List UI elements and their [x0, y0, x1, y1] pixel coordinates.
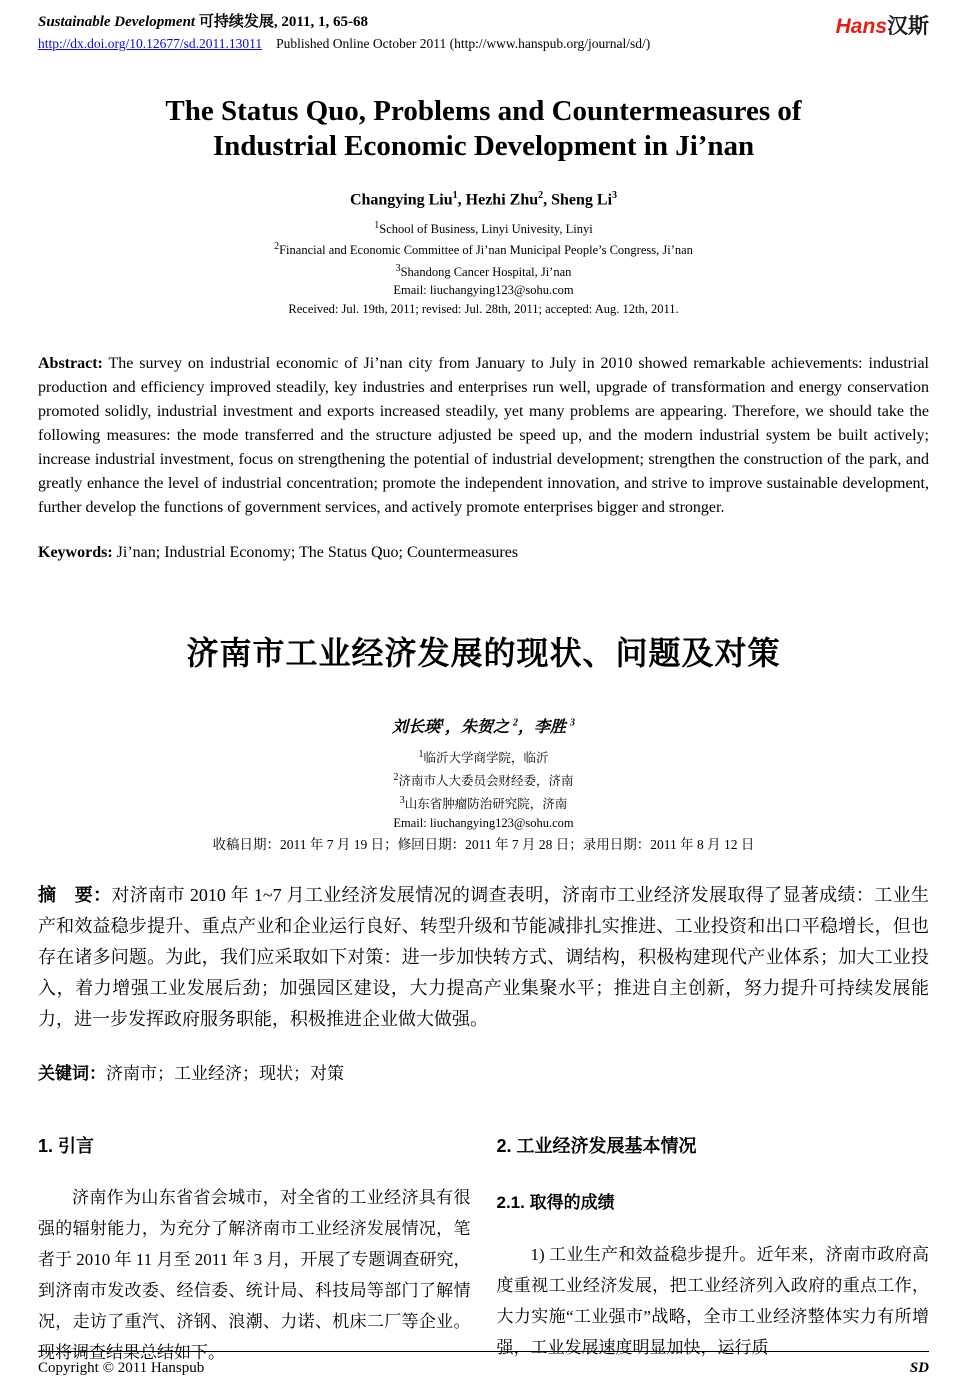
footer-journal-abbr: SD	[909, 1360, 929, 1376]
affiliation-line-cn	[38, 745, 929, 768]
author-superscript: 1	[439, 717, 445, 729]
abstract-text-en: The survey on industrial economic of Ji’nan city from January to July in 2010 showed remarkable achievements: industrial production and efficiency improved steadily, key industries and enterprises run well, upgrade of transformation and energy conservation promoted solidly, industrial investment and exports increased steadily, yet many problems are appearing. Therefore, we should take the following measures: the mode transferred and the structure adjusted be speed up, and the modern industrial system be built actively; increase industrial investment, focus on strengthening the potential of industrial development; strengthen the construction of the park, and greatly enhance the level of industrial concentration; promote the independent innovation, and strive to improve sustainable development, further develop the functions of government services, and actively promote enterprises bigger and stronger.	[38, 354, 929, 516]
paper-title-cn: 济南市工业经济发展的现状、问题及对策	[186, 634, 781, 671]
right-column	[497, 1132, 930, 1368]
author-superscript: 2	[513, 717, 518, 729]
section-2-1-heading: 2.1. 取得的成绩	[496, 1193, 615, 1213]
affiliation-superscript: 3	[395, 262, 401, 274]
doi-line	[38, 36, 650, 52]
author-name: Changying Liu	[349, 191, 453, 209]
abstract-en	[38, 352, 929, 520]
journal-line	[38, 10, 650, 31]
abstract-text-cn: 对济南市 2010 年 1~7 月工业经济发展情况的调查表明，济南市工业经济发展取得了显著成绩：工业生产和效益稳步提升、重点产业和企业运行良好、转型升级和节能减排扎实推进、工业投资和出口平稳增长，但也存在诸多问题。为此，我们应采取如下对策：进一步加快转方式、调结构，积极构建现代产业体系；加大工业投入，着力增强工业发展后劲；加强园区建设，大力提高产业集聚水平；推进自主创新，努力提升可持续发展能力，进一步发挥政府服务职能，积极推进企业做大做强。	[38, 885, 930, 1030]
affiliation-superscript: 3	[399, 795, 405, 807]
page-header	[38, 10, 929, 52]
author-superscript: 3	[570, 717, 576, 729]
affiliation-text: School of Business, Linyi Univesity, Linyi	[379, 222, 593, 237]
abstract-label-en: Abstract:	[38, 354, 103, 372]
hans-logo-wordmark: Hans	[835, 15, 887, 38]
paper-title-en-line1: The Status Quo, Problems and Countermeasures of	[165, 95, 802, 127]
authors-en	[38, 190, 929, 209]
affiliation-text-cn: 山东省肿瘤防治研究院，济南	[404, 797, 568, 812]
affiliation-superscript: 1	[418, 748, 424, 760]
keywords-label-cn: 关键词：	[38, 1064, 106, 1084]
affiliation-superscript: 2	[393, 771, 399, 783]
page-footer	[38, 1351, 929, 1377]
author-name-cn: 刘长瑛	[391, 718, 440, 736]
keywords-en	[38, 544, 929, 562]
body-columns	[38, 1132, 929, 1368]
author-superscript: 3	[612, 190, 618, 201]
keywords-text-cn: 济南市；工业经济；现状；对策	[106, 1064, 344, 1084]
affiliation-text: Financial and Economic Committee of Ji’nan Municipal People’s Congress, Ji’nan	[279, 243, 693, 258]
journal-issue-info: 可持续发展, 2011, 1, 65-68	[195, 14, 369, 30]
journal-name: Sustainable Development	[38, 14, 196, 30]
abstract-cn	[38, 880, 929, 1035]
keywords-cn	[38, 1059, 929, 1084]
email-line-cn: Email: liuchangying123@sohu.com	[393, 816, 574, 831]
hans-publisher-logo	[836, 10, 929, 40]
left-column	[38, 1132, 471, 1368]
published-online-text: Published Online October 2011 (http://www.hanspub.org/journal/sd/)	[276, 36, 651, 51]
author-name-cn: ，李胜	[518, 718, 571, 736]
section-1-paragraph: 济南作为山东省省会城市，对全省的工业经济具有很强的辐射能力，为充分了解济南市工业经济发展情况，笔者于 2010 年 11 月至 2011 年 3 月，开展了专题调查研究，到济南市发改委、经信委、统计局、科技局等部门了解情况，走访了重汽、济钢、浪潮、力诺、机床二厂等企业。现将调查结果总结如下。	[38, 1188, 471, 1363]
authors-cn	[38, 714, 929, 737]
author-name: , Sheng Li	[543, 191, 613, 209]
affiliation-text: Shandong Cancer Hospital, Ji’nan	[400, 264, 572, 279]
affiliations-cn	[38, 745, 929, 854]
received-line: Received: Jul. 19th, 2011; revised: Jul. 28th, 2011; accepted: Aug. 12th, 2011.	[288, 301, 679, 316]
keywords-text-en: Ji’nan; Industrial Economy; The Status Quo; Countermeasures	[112, 543, 519, 561]
abstract-label-cn: 摘 要：	[38, 885, 112, 906]
section-1-heading: 1. 引言	[38, 1136, 95, 1157]
affiliation-line	[38, 217, 929, 238]
author-name-cn: ，朱贺之	[444, 718, 513, 736]
doi-link[interactable]: http://dx.doi.org/10.12677/sd.2011.13011	[38, 36, 263, 51]
author-name: , Hezhi Zhu	[457, 191, 539, 209]
affiliation-text-cn: 济南市人大委员会财经委，济南	[398, 774, 574, 789]
affiliation-line-cn	[38, 791, 929, 814]
footer-copyright: Copyright © 2011 Hanspub	[38, 1360, 205, 1376]
affiliation-superscript: 2	[274, 241, 280, 253]
author-superscript: 1	[452, 190, 458, 201]
affiliation-text-cn: 临沂大学商学院，临沂	[423, 750, 549, 765]
header-left	[38, 10, 650, 52]
dates-line-cn: 收稿日期：2011 年 7 月 19 日；修回日期：2011 年 7 月 28 日；录用日期：2011 年 8 月 12 日	[212, 837, 755, 853]
section-2-1-paragraph: 1) 工业生产和效益稳步提升。近年来，济南市政府高度重视工业经济发展，把工业经济列入政府的重点工作，大力实施“工业强市”战略，全市工业经济整体实力有所增强，工业发展速度明显加快，运行质	[496, 1245, 929, 1358]
affiliation-superscript: 1	[374, 220, 380, 232]
email-line: Email: liuchangying123@sohu.com	[393, 282, 574, 297]
paper-title-en-line2: Industrial Economic Development in Ji’nan	[212, 130, 755, 162]
paper-title-en	[38, 94, 929, 164]
hans-logo-chinese: 汉斯	[887, 15, 929, 38]
affiliation-line-cn	[38, 768, 929, 791]
affiliation-line	[38, 260, 929, 281]
section-2-heading: 2. 工业经济发展基本情况	[496, 1136, 697, 1157]
keywords-label-en: Keywords:	[38, 543, 113, 561]
affiliation-line	[38, 238, 929, 259]
affiliations-en	[38, 217, 929, 317]
author-superscript: 2	[538, 190, 544, 201]
